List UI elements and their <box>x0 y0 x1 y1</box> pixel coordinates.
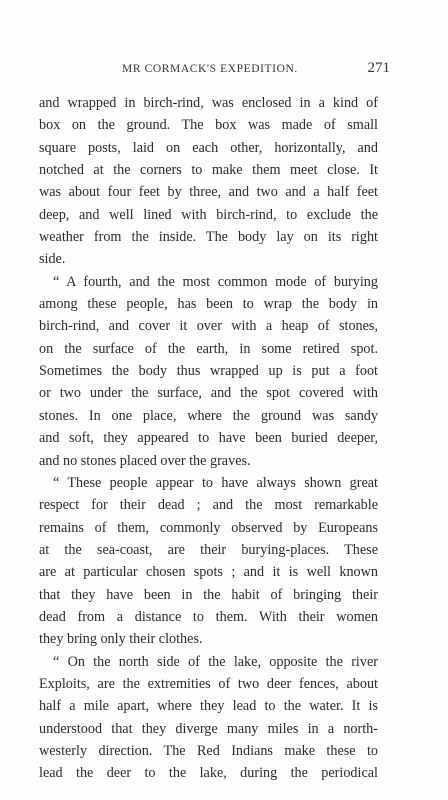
text-line: westerly direction. The Red Indians make these to <box>39 742 378 759</box>
text-line: “ A fourth, and the most common mode of burying <box>53 273 378 290</box>
text-line: among these people, has been to wrap the body in <box>39 296 378 313</box>
running-head <box>40 60 390 78</box>
page-number: 271 <box>367 60 390 76</box>
text-line: Sometimes the body thus wrapped up is put a foot <box>39 363 378 380</box>
text-line: stones. In one place, where the ground was sandy <box>39 407 378 424</box>
text-line: are at particular chosen spots ; and it is well known <box>39 564 378 581</box>
text-line: at the sea-coast, are their burying-places. These <box>39 541 378 558</box>
text-line: dead from a distance to them. With their women <box>39 608 378 625</box>
text-line: remains of them, commonly observed by Europeans <box>39 519 378 536</box>
text-line: lead the deer to the lake, during the periodical <box>39 765 378 782</box>
text-line: and wrapped in birch-rind, was enclosed in a kind of <box>39 95 378 111</box>
text-line: “ On the north side of the lake, opposite the river <box>53 653 378 670</box>
text-line: on the surface of the earth, in some retired spot. <box>39 340 378 357</box>
text-line: birch-rind, and cover it over with a heap of stones, <box>39 318 378 335</box>
text-line: box on the ground. The box was made of small <box>39 117 378 134</box>
text-line: that they have been in the habit of bringing their <box>39 586 378 603</box>
text-line: weather from the inside. The body lay on its right <box>39 229 378 246</box>
text-line: notched at the corners to make them meet close. It <box>39 162 378 179</box>
text-line: side. <box>39 251 66 268</box>
header-title: MR CORMACK'S EXPEDITION. <box>122 63 298 75</box>
text-line: they bring only their clothes. <box>39 631 203 648</box>
text-line: deep, and well lined with birch-rind, to exclude the <box>39 206 378 223</box>
text-line: understood that they diverge many miles in a north- <box>39 720 378 737</box>
body-text <box>39 92 378 785</box>
text-line: or two under the surface, and the spot covered with <box>39 385 378 402</box>
text-line: Exploits, are the extremities of two deer fences, about <box>39 675 378 692</box>
text-line: “ These people appear to have always shown great <box>53 474 378 491</box>
text-line: was about four feet by three, and two and a half feet <box>39 184 378 201</box>
text-line: and no stones placed over the graves. <box>39 452 251 469</box>
text-line: and soft, they appeared to have been buried deeper, <box>39 430 378 447</box>
text-line: respect for their dead ; and the most remarkable <box>39 497 378 514</box>
text-line: square posts, laid on each other, horizontally, and <box>39 139 378 156</box>
text-line: half a mile apart, where they lead to the water. It is <box>39 698 378 715</box>
